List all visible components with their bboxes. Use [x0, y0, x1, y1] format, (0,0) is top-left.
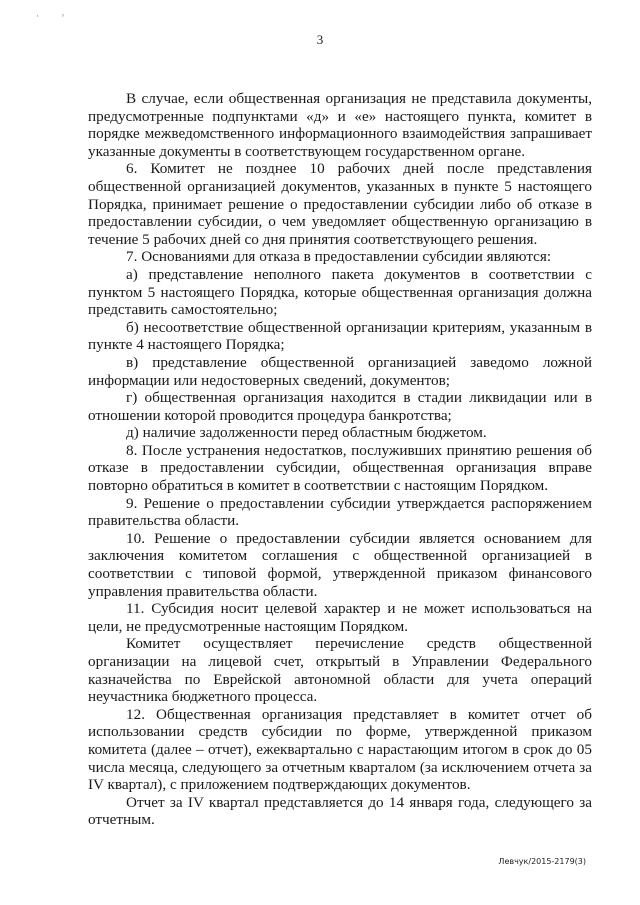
- paragraph: г) общественная организация находится в стадии ликвидации или в отношении которой проводится процедура банкротства;: [88, 389, 592, 424]
- paragraph: В случае, если общественная организация не представила документы, предусмотренные подпунктами «д» и «е» настоящего пункта, комитет в порядке межведомственного информационного взаимодействия запрашивает указанные документы в соответствующем государственном органе.: [88, 90, 592, 160]
- paragraph: 12. Общественная организация представляет в комитет отчет об использовании средств субсидии по форме, утвержденной приказом комитета (далее – отчет), ежеквартально с нарастающим итогом в срок до 05 числа месяца, следующего за отчетным кварталом (за исключением отчета за IV квартал), с приложением подтверждающих документов.: [88, 705, 592, 794]
- document-body: [88, 90, 592, 829]
- paragraph: а) представление неполного пакета документов в соответствии с пунктом 5 настоящего Порядка, которые общественная организация должна представить самостоятельно;: [88, 265, 592, 319]
- paragraph: 6. Комитет не позднее 10 рабочих дней после представления общественной организацией документов, указанных в пункте 5 настоящего Порядка, принимает решение о предоставлении субсидии либо об отказе в предоставлении субсидии, о чем уведомляет общественную организацию в течение 5 рабочих дней со дня принятия соответствующего решения.: [88, 160, 592, 248]
- paragraph: Комитет осуществляет перечисление средств общественной организации на лицевой счет, открытый в Управлении Федерального казначейства по Еврейской автономной области для учета операций неучастника бюджетного процесса.: [88, 635, 592, 706]
- paragraph: 11. Субсидия носит целевой характер и не может использоваться на цели, не предусмотренные настоящим Порядком.: [88, 600, 592, 635]
- paragraph: 7. Основаниями для отказа в предоставлении субсидии являются:: [126, 248, 552, 266]
- paragraph: в) представление общественной организацией заведомо ложной информации или недостоверных сведений, документов;: [88, 353, 592, 389]
- page-number: 3: [316, 32, 324, 47]
- paragraph: 8. После устранения недостатков, послуживших принятию решения об отказе в предоставлении субсидии, общественная организация вправе повторно обратиться в комитет в соответствии с настоящим Порядком.: [88, 441, 592, 495]
- paragraph: 10. Решение о предоставлении субсидии является основанием для заключения комитетом соглашения с общественной организацией в соответствии с типовой формой, утвержденной приказом финансового управления правительства области.: [88, 529, 592, 600]
- document-code: Левчук/2015-2179(3): [498, 857, 586, 866]
- paragraph: д) наличие задолженности перед областным бюджетом.: [126, 424, 487, 442]
- scan-marks: · ˒: [36, 12, 75, 22]
- paragraph: 9. Решение о предоставлении субсидии утверждается распоряжением правительства области.: [88, 494, 592, 530]
- paragraph: б) несоответствие общественной организации критериям, указанным в пункте 4 настоящего Порядка;: [88, 318, 592, 354]
- paragraph: Отчет за IV квартал представляется до 14 января года, следующего за отчетным.: [88, 793, 592, 829]
